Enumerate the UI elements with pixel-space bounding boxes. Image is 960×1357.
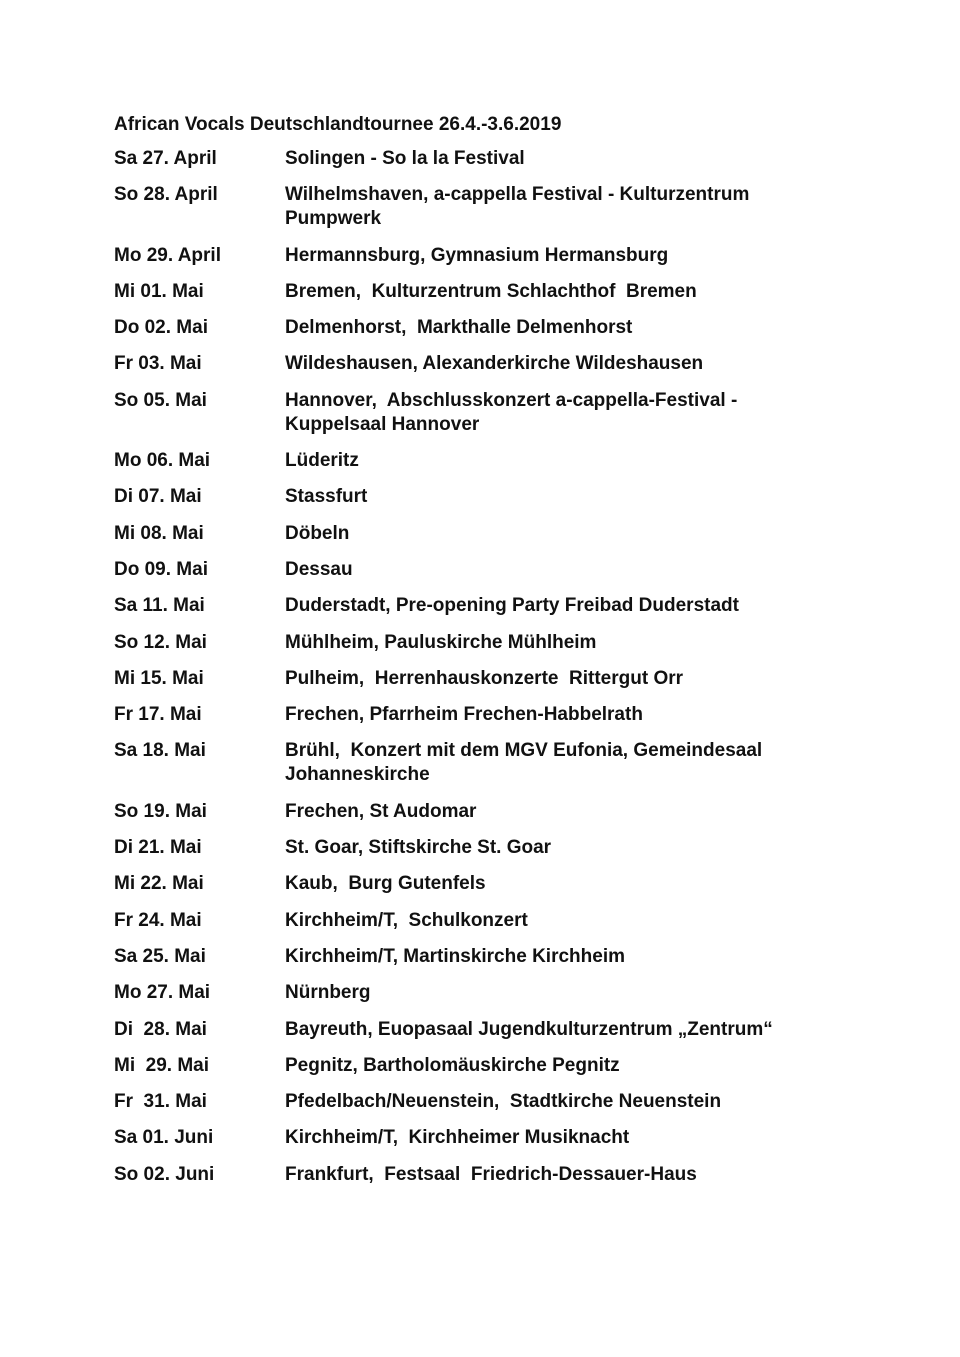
tour-date: Di 07. Mai (114, 486, 202, 508)
tour-date: Do 02. Mai (114, 317, 208, 339)
tour-venue: Kirchheim/T, Kirchheimer Musiknacht (285, 1127, 630, 1149)
tour-row (114, 872, 814, 896)
tour-date: Sa 01. Juni (114, 1127, 214, 1149)
tour-date: Fr 31. Mai (114, 1091, 207, 1113)
tour-row (114, 1090, 814, 1114)
tour-row (114, 909, 814, 933)
tour-date: So 12. Mai (114, 631, 207, 653)
tour-venue: St. Goar, Stiftskirche St. Goar (285, 837, 552, 859)
tour-venue: Hannover, Abschlusskonzert a-cappella-Festival - Kuppelsaal Hannover (285, 389, 743, 435)
tour-venue: Döbeln (285, 522, 350, 544)
tour-row (114, 449, 814, 473)
document-title: African Vocals Deutschlandtournee 26.4.-3.6.2019 (114, 114, 562, 135)
tour-venue: Bremen, Kulturzentrum Schlachthof Bremen (285, 280, 697, 302)
tour-row (114, 1018, 814, 1042)
tour-venue: Wilhelmshaven, a-cappella Festival - Kulturzentrum Pumpwerk (285, 184, 755, 230)
tour-row (114, 558, 814, 582)
tour-row (114, 667, 814, 691)
tour-date: So 02. Juni (114, 1163, 215, 1185)
tour-date: Fr 03. Mai (114, 353, 202, 375)
tour-date: Mi 08. Mai (114, 522, 204, 544)
tour-row (114, 316, 814, 340)
tour-venue: Bayreuth, Euopasaal Jugendkulturzentrum „Zentrum“ (285, 1018, 773, 1040)
tour-row (114, 522, 814, 546)
tour-venue: Stassfurt (285, 486, 368, 508)
tour-date: Mi 15. Mai (114, 667, 204, 689)
tour-row (114, 1054, 814, 1078)
tour-date: So 28. April (114, 184, 218, 206)
tour-venue: Hermannsburg, Gymnasium Hermansburg (285, 244, 669, 266)
tour-date: Sa 25. Mai (114, 945, 206, 967)
tour-date: Di 21. Mai (114, 837, 202, 859)
tour-row (114, 981, 814, 1005)
tour-venue: Lüderitz (285, 450, 359, 472)
tour-venue: Pulheim, Herrenhauskonzerte Rittergut Orr (285, 667, 684, 689)
tour-venue: Pfedelbach/Neuenstein, Stadtkirche Neuenstein (285, 1091, 722, 1113)
tour-row (114, 739, 814, 787)
tour-venue: Mühlheim, Pauluskirche Mühlheim (285, 631, 597, 653)
tour-row (114, 945, 814, 969)
tour-row (114, 147, 814, 171)
tour-venue: Solingen - So la la Festival (285, 148, 525, 169)
tour-date: Mi 01. Mai (114, 280, 204, 302)
tour-row (114, 703, 814, 727)
tour-row (114, 1163, 814, 1187)
tour-date: Mo 27. Mai (114, 982, 211, 1004)
tour-row (114, 244, 814, 268)
tour-date: Sa 18. Mai (114, 740, 206, 762)
tour-date: Sa 27. April (114, 148, 217, 169)
tour-row (114, 594, 814, 618)
tour-date: Mi 22. Mai (114, 873, 204, 895)
tour-row (114, 1126, 814, 1150)
tour-venue: Duderstadt, Pre-opening Party Freibad Duderstadt (285, 595, 739, 617)
tour-schedule-list (114, 147, 814, 1187)
tour-venue: Kirchheim/T, Martinskirche Kirchheim (285, 945, 625, 967)
tour-row (114, 836, 814, 860)
tour-venue: Kirchheim/T, Schulkonzert (285, 909, 528, 931)
tour-date: So 05. Mai (114, 389, 207, 411)
tour-date: Sa 11. Mai (114, 595, 205, 617)
tour-venue: Kaub, Burg Gutenfels (285, 873, 486, 895)
tour-venue: Wildeshausen, Alexanderkirche Wildeshausen (285, 353, 704, 375)
tour-row (114, 800, 814, 824)
tour-row (114, 280, 814, 304)
tour-date: Mo 29. April (114, 244, 221, 266)
tour-date: Di 28. Mai (114, 1018, 207, 1040)
tour-venue: Brühl, Konzert mit dem MGV Eufonia, Gemeindesaal Johanneskirche (285, 740, 768, 786)
tour-date: So 19. Mai (114, 800, 207, 822)
tour-date: Fr 24. Mai (114, 909, 202, 931)
tour-row (114, 183, 814, 231)
tour-venue: Nürnberg (285, 982, 371, 1004)
document-page (114, 113, 814, 1199)
tour-venue: Dessau (285, 558, 353, 580)
tour-venue: Frankfurt, Festsaal Friedrich-Dessauer-Haus (285, 1163, 697, 1185)
tour-date: Do 09. Mai (114, 558, 208, 580)
tour-venue: Frechen, St Audomar (285, 800, 477, 822)
tour-date: Mo 06. Mai (114, 450, 211, 472)
tour-date: Mi 29. Mai (114, 1054, 210, 1076)
tour-date: Fr 17. Mai (114, 704, 202, 726)
tour-venue: Delmenhorst, Markthalle Delmenhorst (285, 317, 633, 339)
tour-row (114, 352, 814, 376)
tour-row (114, 389, 814, 437)
tour-row (114, 485, 814, 509)
tour-venue: Frechen, Pfarrheim Frechen-Habbelrath (285, 704, 643, 726)
tour-venue: Pegnitz, Bartholomäuskirche Pegnitz (285, 1054, 620, 1076)
tour-row (114, 631, 814, 655)
